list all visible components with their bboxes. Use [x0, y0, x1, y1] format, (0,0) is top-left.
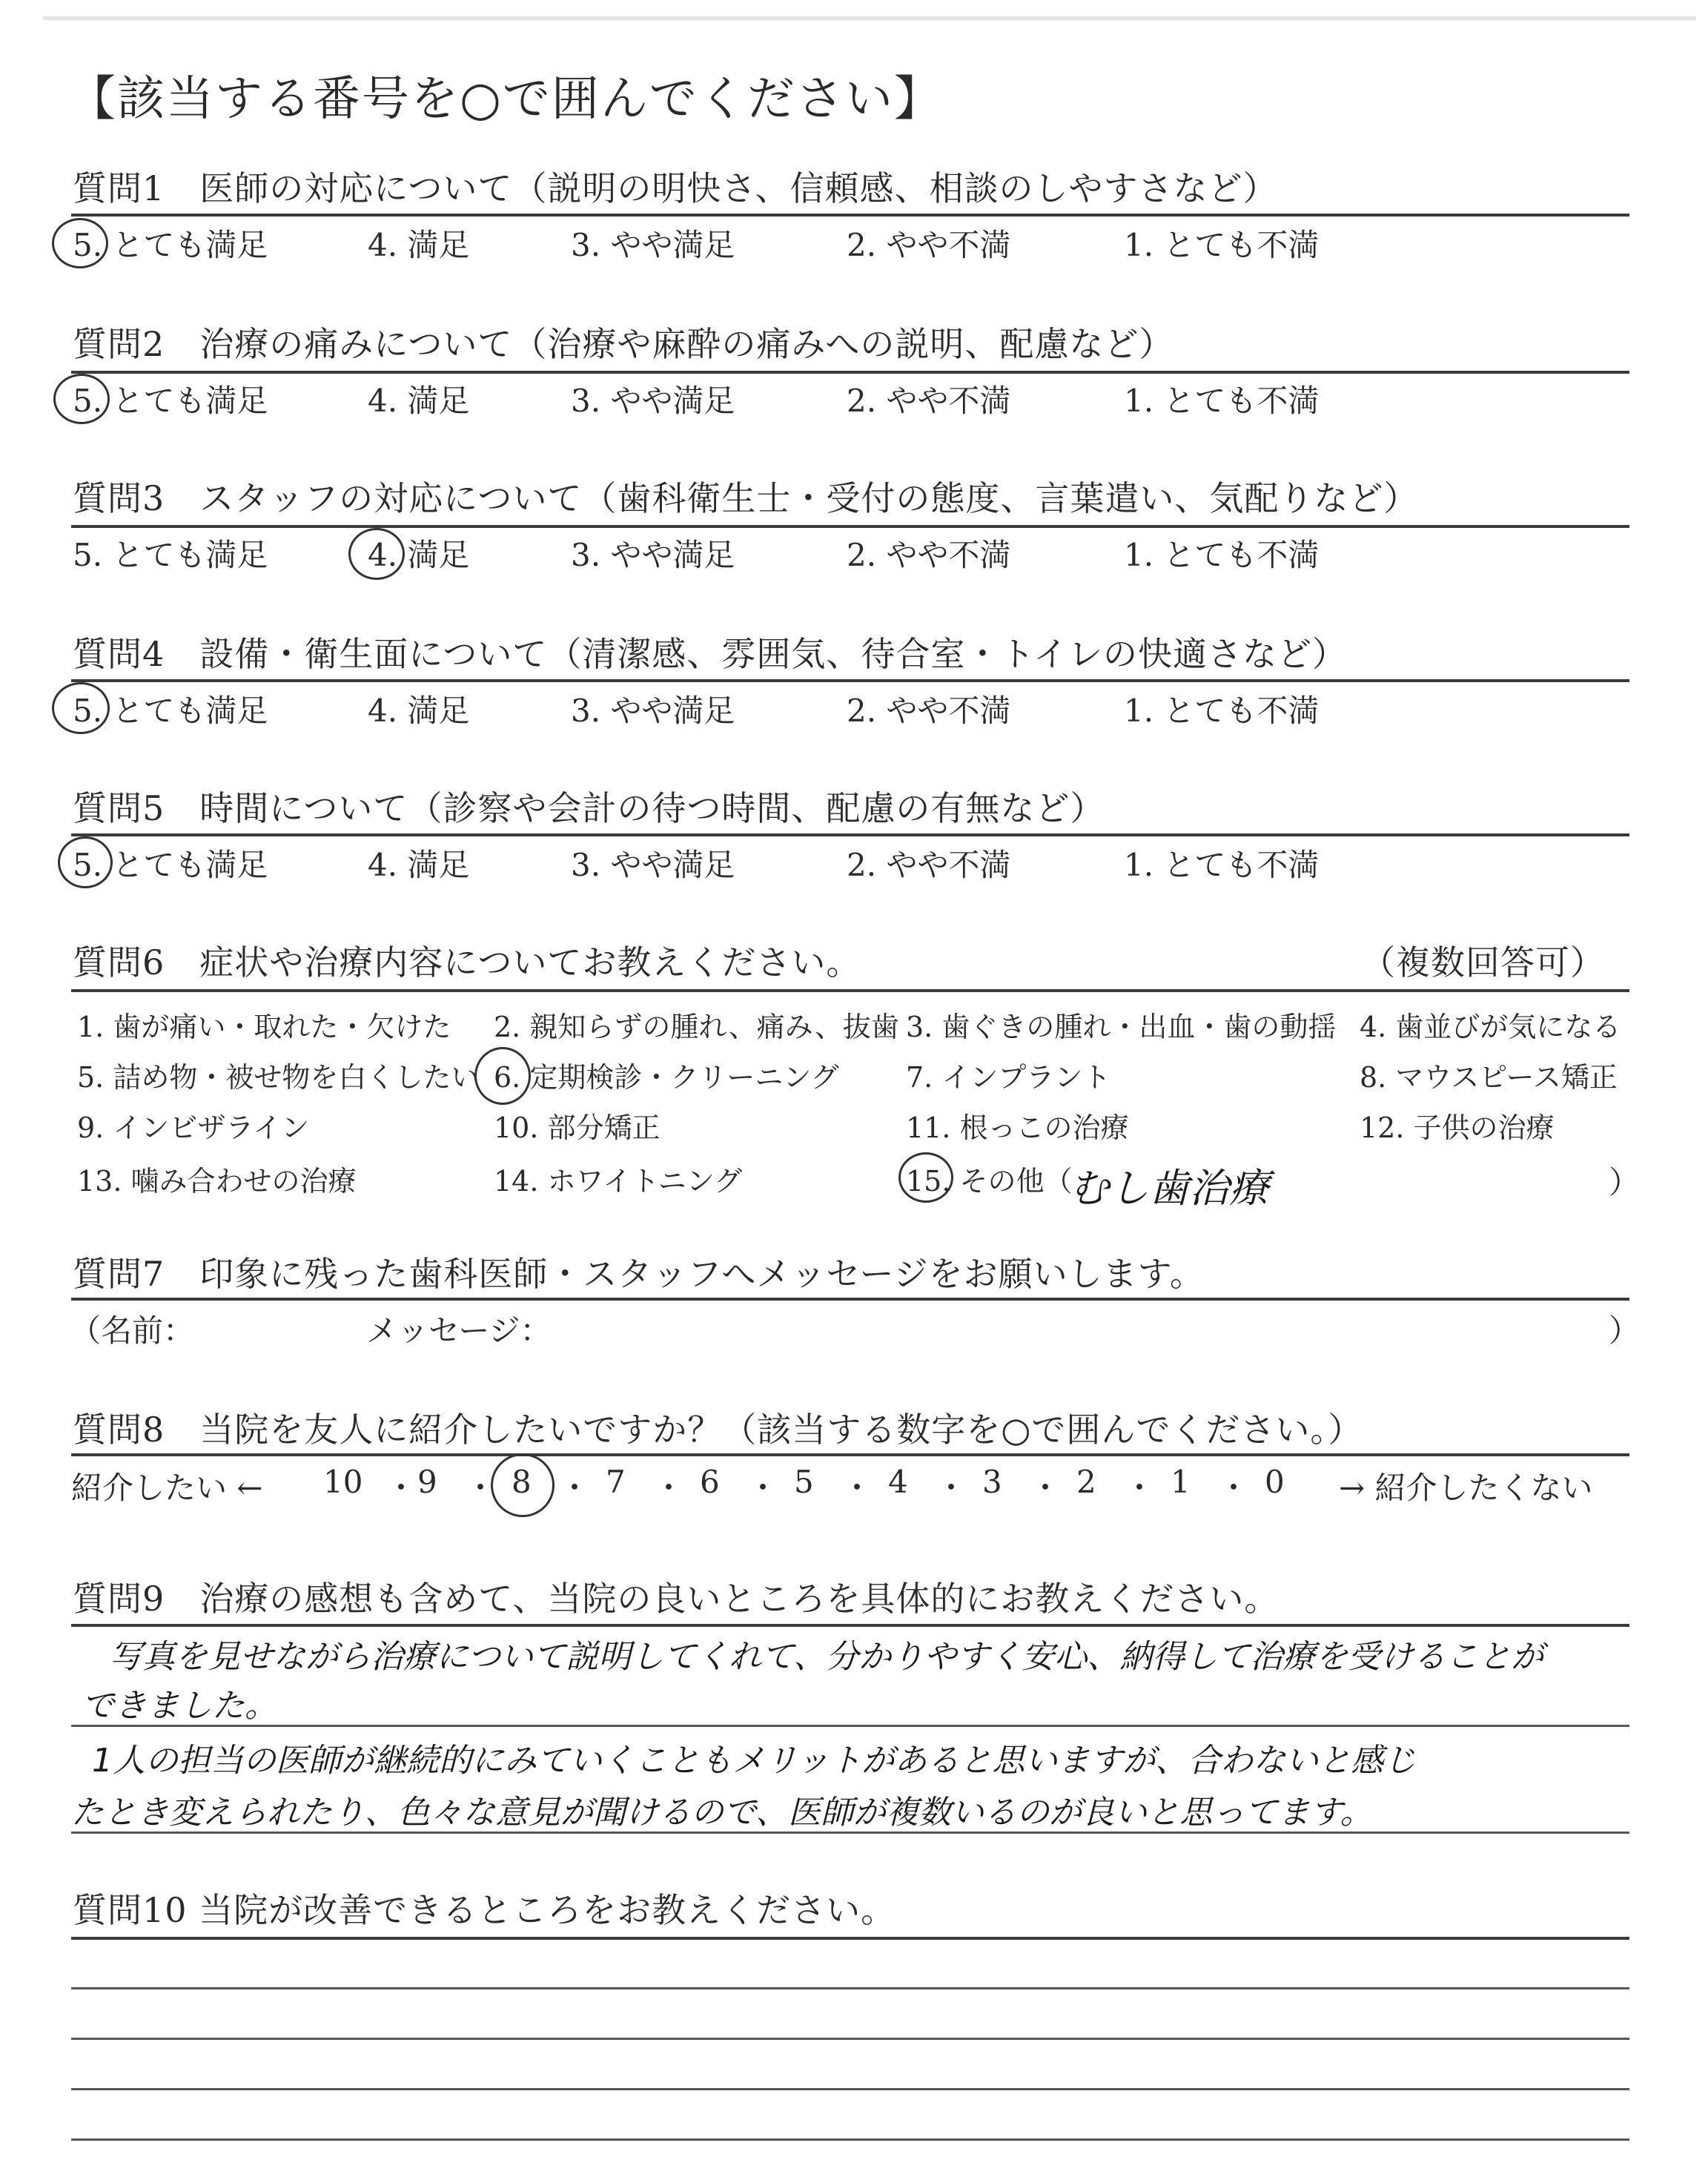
q5-option-3[interactable]: 3. やや満足 [571, 847, 735, 883]
q1-option-2[interactable]: 2. やや不満 [847, 227, 1011, 263]
q4-option-1[interactable]: 1. とても不満 [1124, 693, 1320, 729]
question-2-label: 質問2 治療の痛みについて（治療や麻酔の痛みへの説明、配慮など） [73, 324, 1174, 364]
q8-scale-value-6[interactable]: 6 [700, 1464, 720, 1500]
q7-close-paren: ） [1609, 1312, 1641, 1349]
q2-selection-circle [53, 374, 110, 424]
q6-option-8[interactable]: 8. マウスピース矯正 [1360, 1061, 1618, 1094]
q8-scale-value-0[interactable]: 0 [1265, 1464, 1285, 1500]
q1-selection-circle [52, 218, 108, 268]
q9-answer-line-2: できました。 [82, 1687, 277, 1725]
q8-scale-right-label: → 紹介したくない [1339, 1470, 1593, 1506]
q1-option-3[interactable]: 3. やや満足 [571, 227, 735, 263]
q2-option-5[interactable]: 5. とても満足 [73, 383, 268, 419]
q8-scale-value-7[interactable]: 7 [606, 1464, 626, 1500]
question-4-label: 質問4 設備・衛生面について（清潔感、雰囲気、待合室・トイレの快適さなど） [73, 634, 1348, 674]
q8-scale-value-4[interactable]: 4 [888, 1464, 908, 1500]
question-7-rule [71, 1298, 1629, 1301]
question-7-label: 質問7 印象に残った歯科医師・スタッフへメッセージをお願いします。 [73, 1254, 1205, 1294]
q5-option-4[interactable]: 4. 満足 [368, 847, 470, 883]
q6-option-5[interactable]: 5. 詰め物・被せ物を白くしたい [77, 1061, 480, 1094]
q6-option-12[interactable]: 12. 子供の治療 [1360, 1112, 1555, 1144]
q3-option-4[interactable]: 4. 満足 [368, 537, 470, 573]
q10-answer-rule-2 [71, 2038, 1629, 2040]
question-10-rule [71, 1937, 1629, 1940]
q4-option-5[interactable]: 5. とても満足 [73, 693, 268, 729]
q9-answer-line-4: たとき変えられたり、色々な意見が聞けるので、医師が複数いるのが良いと思ってます。 [71, 1794, 1373, 1832]
q7-name-label: （名前： [70, 1312, 195, 1349]
q1-option-5[interactable]: 5. とても満足 [73, 227, 268, 263]
q8-scale-value-3[interactable]: 3 [982, 1464, 1002, 1500]
q6-option-6[interactable]: 6. 定期検診・クリーニング [494, 1061, 839, 1094]
q6-option-3[interactable]: 3. 歯ぐきの腫れ・出血・歯の動揺 [906, 1011, 1337, 1043]
question-1-rule [71, 214, 1629, 217]
q10-answer-rule-3 [71, 2088, 1629, 2090]
q10-answer-rule-1 [71, 1987, 1629, 1989]
q8-scale-separator: ・ [1218, 1470, 1250, 1506]
q3-option-5[interactable]: 5. とても満足 [73, 537, 268, 573]
q5-option-1[interactable]: 1. とても不満 [1124, 847, 1320, 883]
q9-answer-line-3: 1人の担当の医師が継続的にみていくこともメリットがあると思いますが、合わないと感じ [92, 1742, 1417, 1780]
question-6-label: 質問6 症状や治療内容についてお教えください。 [73, 942, 861, 982]
q7-message-label: メッセージ： [366, 1312, 552, 1349]
q6-option-13[interactable]: 13. 噛み合わせの治療 [77, 1165, 357, 1198]
q8-scale-left-label: 紹介したい ← [71, 1470, 263, 1506]
q6-option-2[interactable]: 2. 親知らずの腫れ、痛み、抜歯 [494, 1011, 899, 1043]
q5-selection-circle [58, 836, 113, 888]
question-6-rule [71, 989, 1629, 992]
q10-answer-rule-4 [71, 2138, 1629, 2141]
q8-scale-value-8[interactable]: 8 [512, 1464, 532, 1500]
q5-option-2[interactable]: 2. やや不満 [847, 847, 1011, 883]
question-10-label: 質問10 当院が改善できるところをお教えください。 [73, 1890, 896, 1930]
q6-option-1[interactable]: 1. 歯が痛い・取れた・欠けた [77, 1011, 451, 1043]
q8-scale-separator: ・ [559, 1470, 591, 1506]
q8-scale-value-9[interactable]: 9 [417, 1464, 437, 1500]
q8-scale-separator: ・ [747, 1470, 779, 1506]
q2-option-2[interactable]: 2. やや不満 [847, 383, 1011, 419]
q8-scale-value-1[interactable]: 1 [1171, 1464, 1191, 1500]
q6-option-10[interactable]: 10. 部分矯正 [494, 1112, 661, 1144]
q6-option-7[interactable]: 7. インプラント [906, 1061, 1111, 1094]
q9-answer-rule-1 [71, 1725, 1629, 1727]
question-8-rule [71, 1453, 1629, 1456]
q6-option-15[interactable]: 15. その他（ [906, 1165, 1073, 1198]
q6-other-handwritten-answer: むし歯治療 [1069, 1165, 1269, 1212]
q6-option-9[interactable]: 9. インビザライン [77, 1112, 310, 1144]
q8-scale-separator: ・ [841, 1470, 873, 1506]
q6-option-14[interactable]: 14. ホワイトニング [494, 1165, 743, 1198]
q1-option-1[interactable]: 1. とても不満 [1124, 227, 1320, 263]
q4-option-4[interactable]: 4. 満足 [368, 693, 470, 729]
question-3-label: 質問3 スタッフの対応について（歯科衛生士・受付の態度、言葉遣い、気配りなど） [73, 478, 1419, 518]
q9-answer-line-1: 写真を見せながら治療について説明してくれて、分かりやすく安心、納得して治療を受けることが [110, 1638, 1544, 1676]
q8-scale-separator: ・ [936, 1470, 967, 1506]
q8-scale-separator: ・ [465, 1470, 497, 1506]
q1-option-4[interactable]: 4. 満足 [368, 227, 470, 263]
q8-scale-value-5[interactable]: 5 [794, 1464, 814, 1500]
q2-option-4[interactable]: 4. 満足 [368, 383, 470, 419]
q2-option-3[interactable]: 3. やや満足 [571, 383, 735, 419]
question-9-rule [71, 1624, 1629, 1627]
question-2-rule [71, 371, 1629, 374]
q4-option-3[interactable]: 3. やや満足 [571, 693, 735, 729]
question-4-rule [71, 679, 1629, 682]
question-3-rule [71, 525, 1629, 528]
q5-option-5[interactable]: 5. とても満足 [73, 847, 268, 883]
q6-option-4[interactable]: 4. 歯並びが気になる [1360, 1011, 1621, 1043]
q8-scale-separator: ・ [385, 1470, 417, 1506]
q8-selection-circle [491, 1453, 555, 1517]
q4-selection-circle [52, 682, 110, 734]
question-8-label: 質問8 当院を友人に紹介したいですか？（該当する数字を○で囲んでください。） [73, 1410, 1363, 1450]
q8-scale-separator: ・ [653, 1470, 685, 1506]
q4-option-2[interactable]: 2. やや不満 [847, 693, 1011, 729]
page-top-edge [43, 16, 1696, 20]
q9-answer-rule-2 [71, 1832, 1629, 1834]
question-5-rule [71, 833, 1629, 836]
question-9-label: 質問9 治療の感想も含めて、当院の良いところを具体的にお教えください。 [73, 1579, 1280, 1619]
q8-scale-value-2[interactable]: 2 [1076, 1464, 1096, 1500]
q8-scale-value-10[interactable]: 10 [323, 1464, 363, 1500]
q3-option-3[interactable]: 3. やや満足 [571, 537, 735, 573]
q6-option-6-selection-circle [474, 1047, 531, 1105]
q8-scale-separator: ・ [1030, 1470, 1062, 1506]
q3-option-2[interactable]: 2. やや不満 [847, 537, 1011, 573]
question-5-label: 質問5 時間について（診察や会計の待つ時間、配慮の有無など） [73, 788, 1105, 828]
q2-option-1[interactable]: 1. とても不満 [1124, 383, 1320, 419]
question-1-label: 質問1 医師の対応について（説明の明快さ、信頼感、相談のしやすさなど） [73, 168, 1278, 208]
form-title: 【該当する番号を○で囲んでください】 [68, 72, 943, 127]
q6-option-15-selection-circle [898, 1152, 953, 1203]
question-6-note: （複数回答可） [1361, 942, 1605, 982]
q6-other-close-paren: ） [1609, 1164, 1641, 1200]
q6-option-11[interactable]: 11. 根っこの治療 [906, 1112, 1129, 1144]
q3-selection-circle [348, 528, 405, 580]
q3-option-1[interactable]: 1. とても不満 [1124, 537, 1320, 573]
q8-scale-separator: ・ [1124, 1470, 1156, 1506]
